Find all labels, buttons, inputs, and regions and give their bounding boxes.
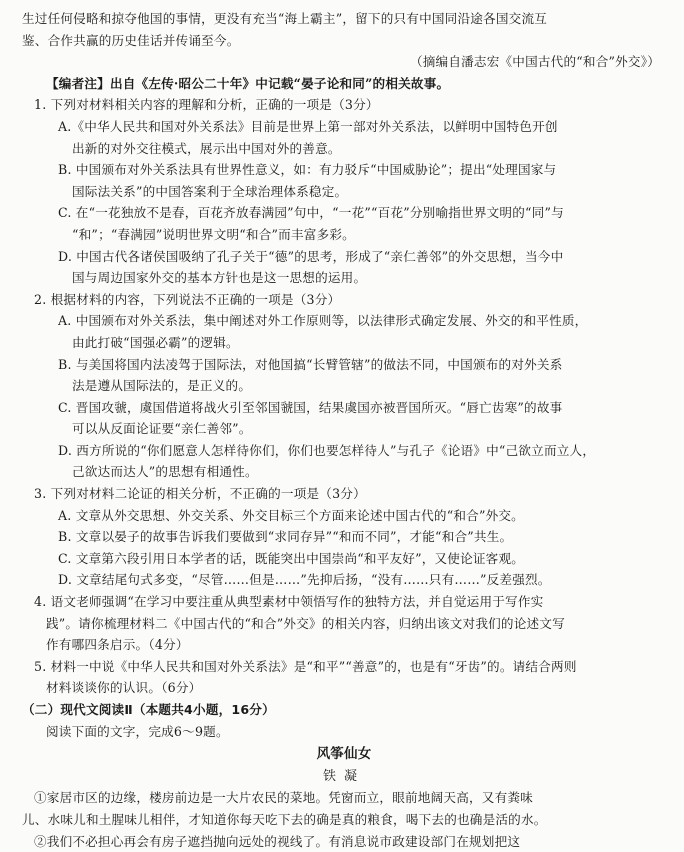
q3-option-b: B. 文章以晏子的故事告诉我们要做到“求同存异”“和而不同”，才能“和合”共生。 — [58, 529, 513, 545]
reading-instruction: 阅读下面的文字，完成6～9题。 — [46, 723, 229, 739]
question-5-line-1: 5. 材料一中说《中华人民共和国对外关系法》是“和平”“善意”的，也是有“牙齿”的。请结合两则 — [34, 658, 577, 674]
question-3-stem: 3. 下列对材料二论证的相关分析，不正确的一项是（3分） — [34, 486, 366, 502]
editor-note: 【编者注】出自《左传·昭公二十年》中记载“晏子论和同”的相关故事。 — [46, 75, 450, 91]
question-2-stem: 2. 根据材料的内容，下列说法不正确的一项是（3分） — [34, 291, 341, 307]
question-4-line-3: 作有哪四条启示。（4分） — [46, 637, 189, 653]
q2-option-c-line-1: C. 晋国攻虢，虞国借道将战火引至邻国虢国，结果虞国亦被晋国所灭。“唇亡齿寒”的故事 — [58, 399, 563, 415]
q2-option-b-line-2: 法是遵从国际法的，是正义的。 — [72, 378, 252, 394]
q3-option-a: A. 文章从外交思想、外交关系、外交目标三个方面来论述中国古代的“和合”外交。 — [58, 507, 524, 523]
question-4-line-1: 4. 语文老师强调“在学习中要注重从典型素材中领悟写作的独特方法，并自觉运用于写作实 — [34, 594, 544, 610]
q1-option-c-line-1: C. 在“一花独放不是春，百花齐放春满园”句中，“一花”“百花”分别喻指世界文明的“同”与 — [58, 205, 564, 221]
q1-option-c-line-2: “和”；“春满园”说明世界文明“和合”而丰富多彩。 — [72, 226, 355, 242]
intro-line-2: 鉴、合作共赢的历史佳话并传诵至今。 — [22, 32, 240, 48]
story-paragraph-1-line-2: 儿、水味儿和土腥味儿相伴，才知道你每天吃下去的确是真的粮食，喝下去的也确是活的水。 — [22, 811, 547, 827]
q2-option-d-line-2: 己欲达而达人”的思想有相通性。 — [72, 464, 258, 480]
q1-option-d-line-2: 国与周边国家外交的基本方针也是这一思想的运用。 — [72, 270, 367, 286]
story-paragraph-2-line-1: ②我们不必担心再会有房子遮挡抛向远处的视线了。有消息说市政建设部门在规划把这 — [34, 833, 521, 849]
source-citation: （摘编自潘志宏《中国古代的“和合”外交》） — [409, 54, 660, 70]
question-1-stem: 1. 下列对材料相关内容的理解和分析，正确的一项是（3分） — [34, 97, 379, 113]
story-paragraph-1-line-1: ①家居市区的边缘，楼房前边是一大片农民的菜地。凭窗而立，眼前地阔天高，又有粪味 — [34, 790, 533, 806]
q2-option-a-line-2: 由此打破“国强必霸”的逻辑。 — [72, 334, 239, 350]
q1-option-a-line-1: A.《中华人民共和国对外关系法》目前是世界上第一部对外关系法，以鲜明中国特色开创 — [58, 118, 558, 134]
q1-option-b-line-2: 国际法关系”的中国答案利于全球治理体系稳定。 — [72, 183, 348, 199]
question-4-line-2: 践”。请你梳理材料二《中国古代的“和合”外交》的相关内容，归纳出该文对我们的论述文写 — [46, 615, 565, 631]
q1-option-b-line-1: B. 中国颁布对外关系法具有世界性意义，如：有力驳斥“中国威胁论”；提出“处理国家与 — [58, 162, 557, 178]
intro-line-1: 生过任何侵略和掠夺他国的事情，更没有充当“海上霸主”，留下的只有中国同沿途各国交流互 — [22, 11, 548, 26]
story-title: 风筝仙女 — [316, 746, 372, 763]
section-heading: （二）现代文阅读Ⅱ（本题共4小题，16分） — [22, 702, 275, 717]
q3-option-c: C. 文章第六段引用日本学者的话，既能突出中国崇尚“和平友好”，又使论证客观。 — [58, 550, 525, 566]
q2-option-b-line-1: B. 与美国将国内法凌驾于国际法，对他国搞“长臂管辖”的做法不同，中国颁布的对外关系 — [58, 356, 563, 372]
q1-option-a-line-2: 出新的对外交往模式，展示出中国对外的善意。 — [72, 140, 341, 156]
q2-option-a-line-1: A. 中国颁布对外关系法，集中阐述对外工作原则等，以法律形式确定发展、外交的和平性质， — [58, 313, 588, 329]
story-author: 铁凝 — [322, 768, 365, 784]
q1-option-d-line-1: D. 中国古代各诸侯国吸纳了孔子关于“德”的思考，形成了“亲仁善邻”的外交思想，当今中 — [58, 248, 564, 264]
question-5-line-2: 材料谈谈你的认识。（6分） — [46, 680, 202, 696]
q2-option-c-line-2: 可以从反面论证要“亲仁善邻”。 — [72, 421, 252, 437]
q2-option-d-line-1: D. 西方所说的“你们愿意人怎样待你们，你们也要怎样待人”与孔子《论语》中“己欲立而立人， — [58, 442, 596, 458]
q3-option-d: D. 文章结尾句式多变，“尽管……但是……”先抑后扬，“没有……只有……”反差强烈。 — [58, 572, 551, 588]
